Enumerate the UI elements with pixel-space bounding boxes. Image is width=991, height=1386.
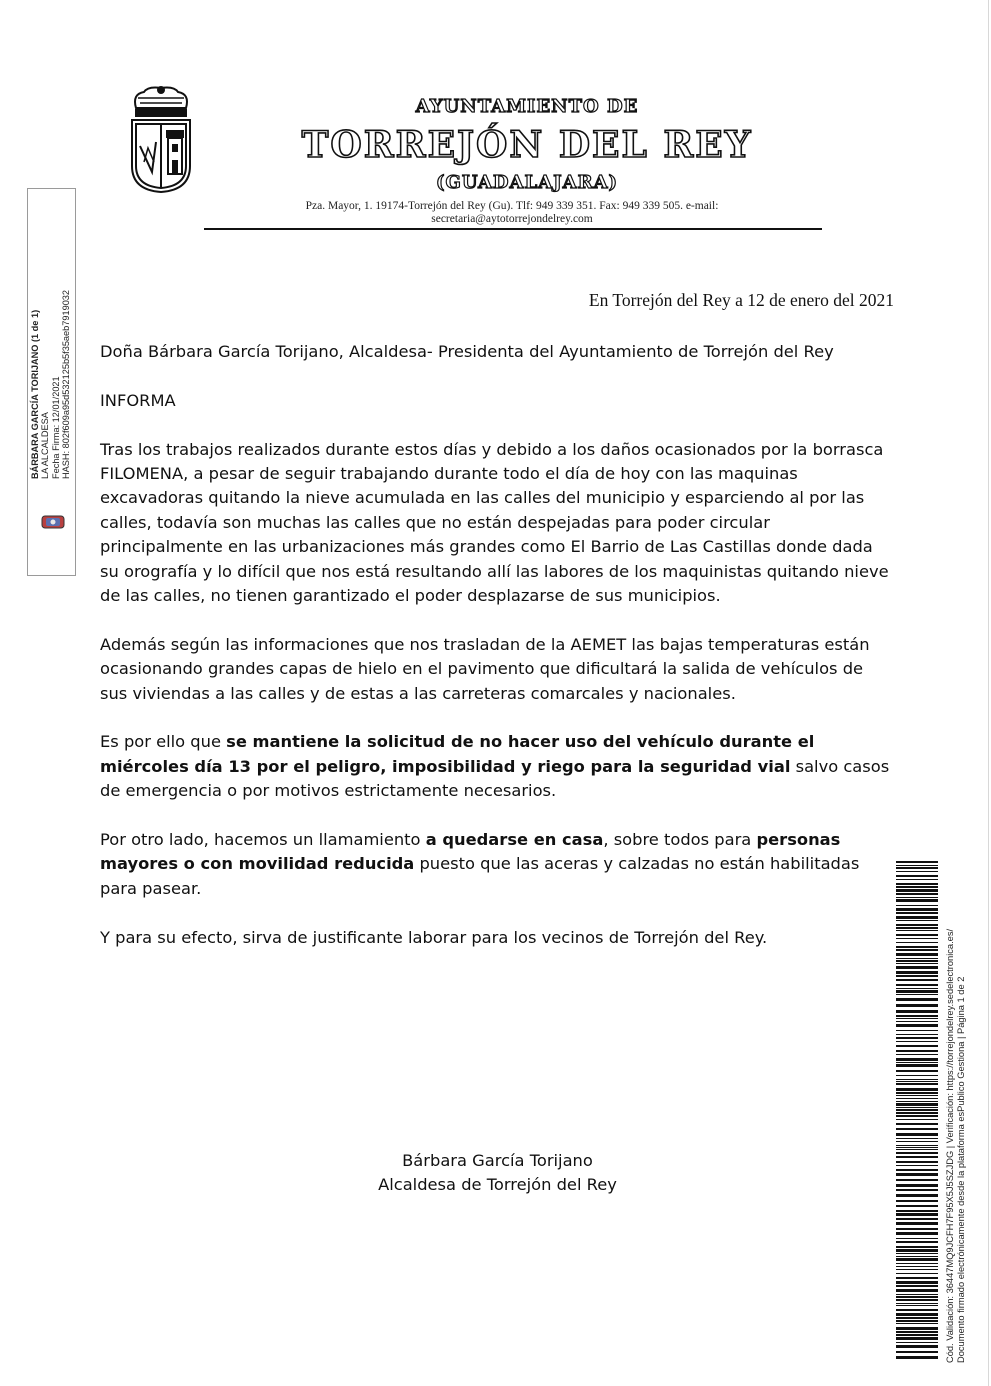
document-body — [100, 340, 895, 974]
signer-title: Alcaldesa de Torrejón del Rey — [378, 1175, 617, 1195]
p4-text-c: , sobre todos para — [603, 830, 757, 850]
stamp-role: LA ALCALDESA — [40, 412, 51, 479]
signer-name: Bárbara García Torijano — [402, 1151, 593, 1170]
p4-bold-1: a quedarse en casa — [425, 830, 604, 850]
header-rule — [204, 228, 822, 230]
address-line-1: Pza. Mayor, 1. 19174-Torrejón del Rey (Gu). Tlf: 949 339 351. Fax: 949 339 505. e-mail: — [305, 200, 719, 212]
paragraph-1: Tras los trabajos realizados durante estos días y debido a los daños ocasionados por la borrasca FILOMENA, a pesar de seguir trabajando durante todo el día de hoy con las maquinas excavadoras quitando la nieve acumulada en las calles del municipio y esparciendo al por las calles, todavía son muchas las calles que no están despejadas para poder circular principalmente en las urbanizaciones más grandes como El Barrio de Las Castillas donde dada su orografía y lo difícil que nos está resultando allí las labores de los maquinistas quitando nieve de las calles, no tienen garantizado el poder desplazarse de sus municipios. — [100, 439, 889, 606]
validation-platform: Documento firmado electrónicamente desde la plataforma esPublico Gestiona | Página 1 de 2 — [956, 976, 966, 1363]
header-title-main: TORREJÓN DEL REY — [301, 124, 753, 166]
signature-stamp-text — [30, 259, 72, 479]
header-address — [236, 200, 788, 226]
paragraph-4 — [100, 828, 895, 901]
p4-text-e: puesto que las aceras y calzadas no están habilitadas para pasear. — [100, 854, 860, 898]
stamp-date: Fecha Firma: 12/01/2021 — [50, 376, 61, 479]
validation-code: Cód. Validación: 36447MQ9JCFH7F95X5J5SZJDG | Verificación: https://torrejondelrey.sedelectronica.es/ — [945, 928, 955, 1363]
p3-text-c: salvo casos de emergencia o por motivos estrictamente necesarios. — [100, 756, 890, 801]
p4-bold-2: personas mayores o con movilidad reducida — [100, 830, 841, 874]
p4-text-a: Por otro lado, hacemos un llamamiento — [100, 830, 426, 850]
stamp-hash: HASH: 802f609a95d532125b5f35aeb7919032 — [61, 289, 72, 479]
header-title-small: AYUNTAMIENTO DE — [415, 96, 639, 117]
stamp-signer: BÁRBARA GARCÍA TORIJANO (1 de 1) — [30, 309, 40, 479]
intro-paragraph: Doña Bárbara García Torijano, Alcaldesa- Presidenta del Ayuntamiento de Torrejón del Rey — [100, 342, 834, 361]
paragraph-2: Además según las informaciones que nos trasladan de la AEMET las bajas temperaturas están ocasionando grandes capas de hielo en el pavimento que dificultará la salida de vehículos de sus viviendas a las calles y de estas a las carreteras comarcales y nacionales. — [100, 634, 870, 703]
validation-text — [945, 893, 975, 1363]
document-date: En Torrejón del Rey a 12 de enero del 2021 — [588, 290, 894, 310]
paragraph-5: Y para su efecto, sirva de justificante laborar para los vecinos de Torrejón del Rey. — [100, 927, 768, 947]
signature-block — [300, 1149, 695, 1198]
header-subtitle: (GUADALAJARA) — [435, 172, 619, 193]
stamp-seal-icon — [40, 512, 66, 530]
address-email: secretaria@aytotorrejondelrey.com — [431, 213, 593, 225]
validation-barcode — [896, 861, 938, 1363]
paragraph-3 — [100, 730, 895, 803]
page-edge — [988, 0, 989, 1386]
p3-text-a: Es por ello que — [100, 732, 227, 752]
coat-of-arms-logo — [126, 86, 196, 194]
informa-heading: INFORMA — [100, 390, 176, 410]
p3-bold: se mantiene la solicitud de no hacer uso del vehículo durante el miércoles día 13 por el peligro, imposibilidad y riego para la seguridad vial — [100, 732, 815, 776]
